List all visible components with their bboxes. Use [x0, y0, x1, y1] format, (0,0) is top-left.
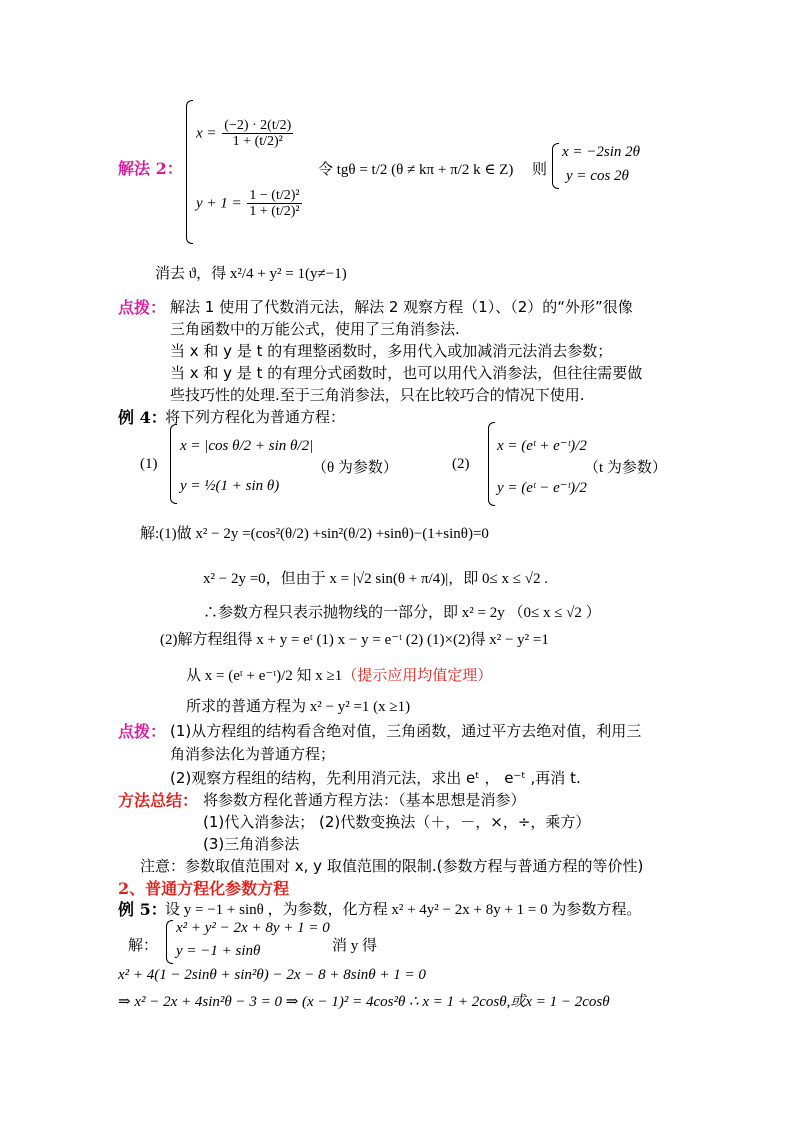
method2-then: 则	[532, 162, 548, 178]
solution4-step4: (2)解方程组得 x + y = eᵗ (1) x − y = e⁻ᵗ (2) (1)×(2)得 x² − y² =1	[160, 632, 549, 648]
example5-solution-label: 解：	[128, 938, 159, 954]
comment1-line2: 三角函数中的万能公式，使用了三角消参法.	[170, 320, 460, 338]
solution4-step3: ∴参数方程只表示抛物线的一部分，即 x² = 2y （0≤ x ≤ √2 ）	[203, 605, 601, 621]
system-brace	[186, 100, 193, 244]
comment2-line1: (1)从方程组的结构看含绝对值，三角函数，通过平方去绝对值，利用三	[170, 722, 642, 740]
example5-line1: x² + 4(1 − 2sinθ + sin²θ) − 2x − 8 + 8sinθ + 1 = 0	[118, 967, 426, 983]
method2-y-equation: y + 1 = $\frac{\text{1 − (t/2)²}}{\text{1 + (t/2)²}}$	[196, 188, 300, 220]
summary-item1: (1)代入消参法； (2)代数变换法（＋，－，×，÷，乘方）	[203, 813, 591, 831]
method2-sys-x: x = −2sin 2θ	[562, 144, 641, 160]
summary-note: 注意：参数取值范围对 x, y 取值范围的限制.(参数方程与普通方程的等价性)	[140, 857, 644, 875]
summary-label: 方法总结：	[118, 791, 199, 810]
example5-eliminate: 消 y 得	[332, 938, 378, 954]
method2-eliminate: 消去 ϑ，得 x²/4 + y² = 1(y≠−1)	[155, 266, 347, 282]
summary-text: 将参数方程化普通方程方法：（基本思想是消参）	[203, 791, 526, 809]
problem1-number: (1)	[140, 456, 158, 472]
method2-label: 解法 2：	[118, 159, 183, 178]
hint-text: （提示应用均值定理）	[342, 668, 493, 684]
example5-system-eq2: y = −1 + sinθ	[176, 943, 261, 959]
example5-brace	[166, 920, 173, 964]
method2-substitution: 令 tgθ = t/2 (θ ≠ kπ + π/2 k ∈ Z)	[318, 162, 514, 178]
solution4-step6: 所求的普通方程为 x² − y² =1 (x ≥1)	[186, 699, 411, 715]
problem2-param: （t 为参数）	[584, 460, 667, 476]
problem1-x: x = |cos θ/2 + sin θ/2|	[180, 438, 314, 454]
problem1-brace	[170, 424, 177, 504]
result-brace	[552, 143, 559, 189]
solution4-step1: 解:(1)做 x² − 2y =(cos²(θ/2) +sin²(θ/2) +sinθ)−(1+sinθ)=0	[140, 526, 489, 542]
summary-item2: (3)三角消参法	[203, 835, 300, 853]
problem2-x: x = (eᵗ + e⁻ᵗ)/2	[497, 438, 587, 454]
comment2-label: 点拨：	[118, 722, 167, 741]
comment1-label: 点拨：	[118, 298, 167, 317]
example4-prompt: 将下列方程化为普通方程：	[165, 408, 346, 426]
comment2-line3: (2)观察方程组的结构，先利用消元法，求出 eᵗ ， e⁻ᵗ ,再消 t.	[170, 769, 581, 787]
example5-label: 例 5：	[118, 900, 167, 919]
method2-x-equation: x = $\frac{(-2) \cdot 2(t/2)}{\text{1 + (t/2)²}}$	[196, 118, 292, 150]
method2-sys-y: y = cos 2θ	[566, 168, 629, 184]
problem2-y: y = (eᵗ − e⁻ᵗ)/2	[497, 480, 587, 496]
example5-system-eq1: x² + y² − 2x + 8y + 1 = 0	[176, 920, 330, 936]
example5-line2: ⇒ x² − 2x + 4sin²θ − 3 = 0 ⇒ (x − 1)² = 4cos²θ ∴ x = 1 + 2cosθ,或x = 1 − 2cosθ	[118, 994, 610, 1010]
comment1-line5: 些技巧性的处理.至于三角消参法，只在比较巧合的情况下使用.	[170, 386, 585, 404]
comment1-line3: 当 x 和 y 是 t 的有理整函数时，多用代入或加减消元法消去参数；	[170, 342, 613, 360]
solution4-step5: 从 x = (eᵗ + e⁻ᵗ)/2 知 x ≥1（提示应用均值定理）	[186, 668, 493, 684]
problem2-brace	[488, 422, 495, 506]
problem1-y: y = ½(1 + sin θ)	[180, 478, 280, 494]
solution4-step2: x² − 2y =0，但由于 x = |√2 sin(θ + π/4)|，即 0≤ x ≤ √2 .	[203, 571, 548, 587]
problem1-param: （θ 为参数）	[312, 460, 398, 476]
comment1-line1: 解法 1 使用了代数消元法，解法 2 观察方程（1）、（2）的“外形”很像	[170, 298, 633, 316]
comment2-line2: 角消参法化为普通方程；	[170, 745, 336, 763]
comment1-line4: 当 x 和 y 是 t 的有理分式函数时，也可以用代入消参法，但往往需要做	[170, 364, 643, 382]
example4-label: 例 4：	[118, 408, 167, 427]
problem2-number: (2)	[452, 456, 470, 472]
example5-prompt: 设 y = −1 + sinθ ，为参数，化方程 x² + 4y² − 2x + 8y + 1 = 0 为参数方程。	[165, 902, 642, 918]
section2-heading: 2、普通方程化参数方程	[118, 879, 290, 898]
